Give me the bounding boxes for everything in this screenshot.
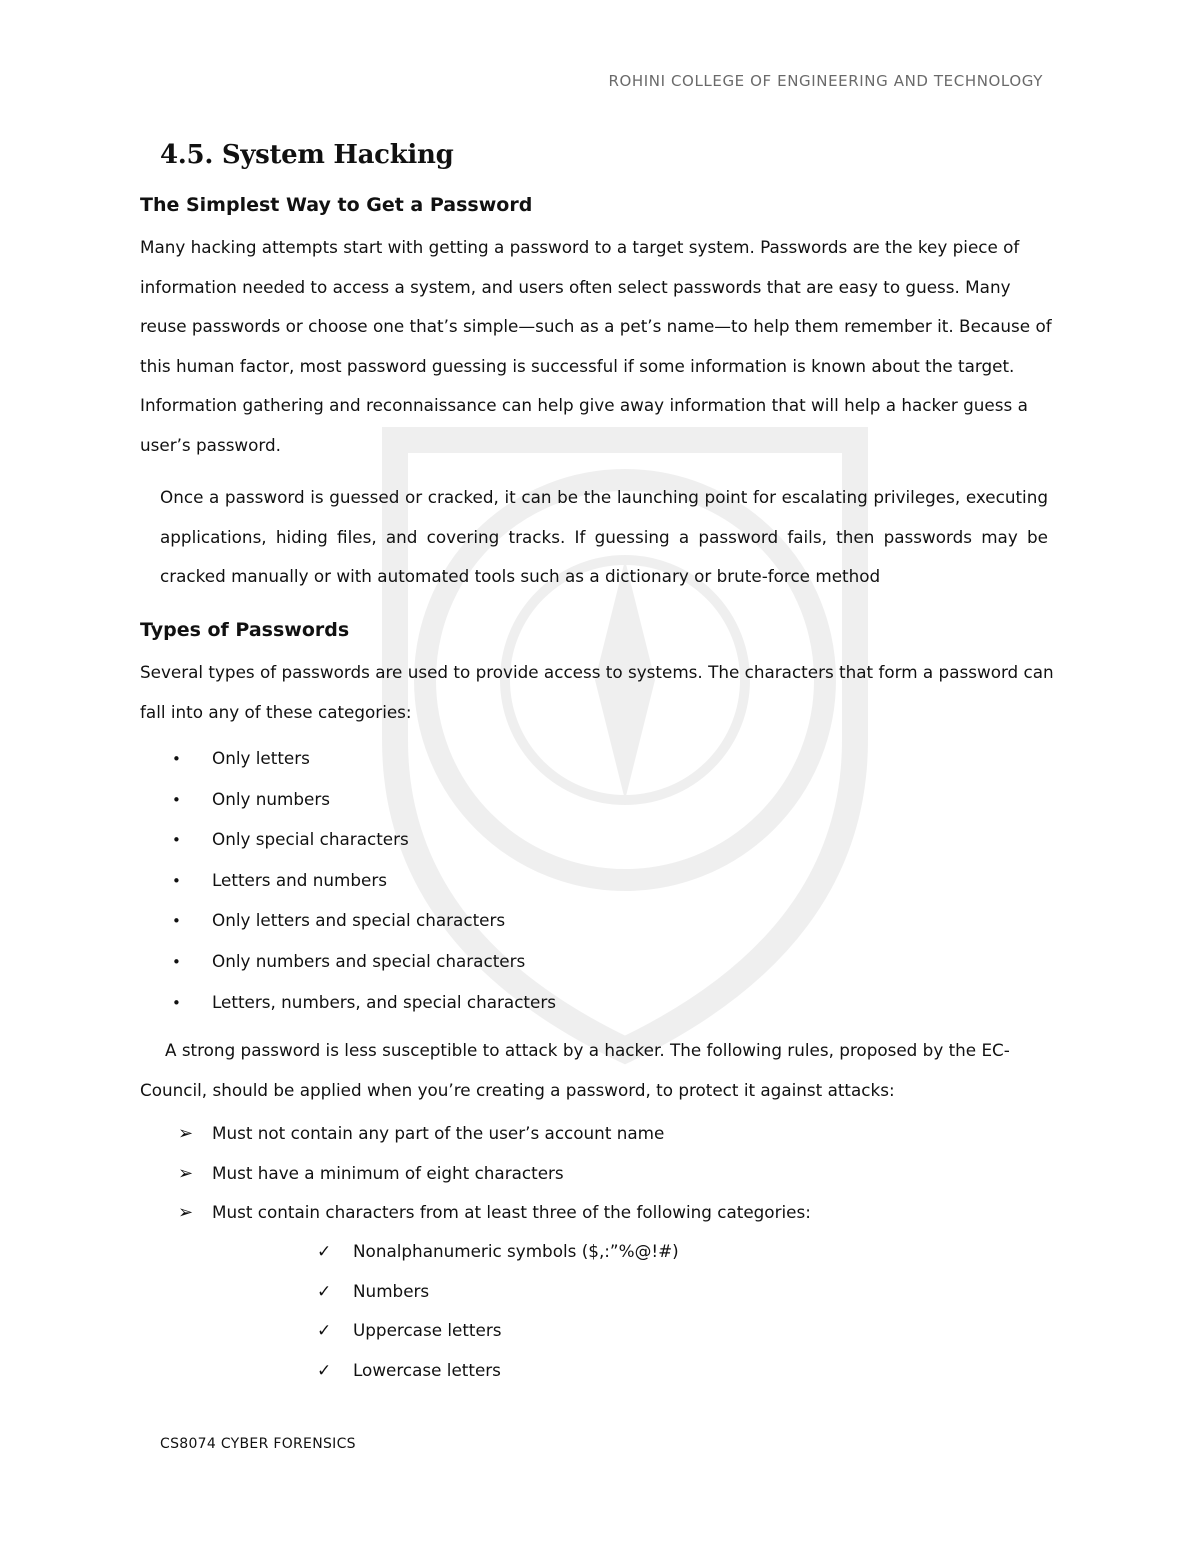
password-types-list	[172, 738, 556, 1022]
list-item-text: Must contain characters from at least three of the following categories:	[212, 1202, 811, 1222]
checkmark-icon: ✓	[317, 1361, 332, 1382]
list-item	[317, 1232, 679, 1272]
list-item	[172, 900, 556, 941]
bullet-icon: •	[172, 993, 181, 1012]
paragraph-password-cracked: Once a password is guessed or cracked, it can be the launching point for escalating privileges, executing applications, hiding files, and covering tracks. If guessing a password fails, then passwords may be cracked manually or with automated tools such as a dictionary or brute-force method	[160, 487, 1048, 587]
list-item	[317, 1272, 679, 1312]
checkmark-icon: ✓	[317, 1321, 332, 1342]
list-item-text: Letters and numbers	[212, 869, 387, 890]
bullet-icon: •	[172, 912, 181, 931]
list-item	[172, 860, 556, 901]
arrow-bullet-icon: ➢	[178, 1202, 194, 1223]
bullet-icon: •	[172, 790, 181, 809]
list-item	[172, 779, 556, 820]
password-rules-list	[178, 1114, 811, 1233]
list-item-text: Only letters and special characters	[212, 910, 506, 931]
list-item-text: Lowercase letters	[353, 1360, 501, 1381]
list-item	[172, 941, 556, 982]
list-item	[172, 738, 556, 779]
list-item-text: Only numbers	[212, 788, 331, 809]
list-item-text: Nonalphanumeric symbols ($,:”%@!#)	[353, 1241, 679, 1261]
list-item	[178, 1114, 811, 1154]
college-name-header: ROHINI COLLEGE OF ENGINEERING AND TECHNOLOGY	[608, 72, 1043, 90]
list-item-text: Only letters	[212, 748, 310, 768]
list-item-text: Only numbers and special characters	[212, 950, 526, 971]
list-item-text: Must not contain any part of the user’s account name	[212, 1123, 665, 1143]
paragraph-strong-password: A strong password is less susceptible to attack by a hacker. The following rules, proposed by the EC-Council, should be applied when you’re creating a password, to protect it against attacks:	[140, 1040, 1010, 1100]
bullet-icon: •	[172, 871, 181, 890]
section-heading: 4.5. System Hacking	[160, 140, 454, 170]
list-item-text: Numbers	[353, 1280, 430, 1301]
list-item-text: Must have a minimum of eight characters	[212, 1162, 564, 1183]
checkmark-icon: ✓	[317, 1281, 332, 1302]
subheading-simplest-way: The Simplest Way to Get a Password	[140, 194, 533, 216]
list-item	[172, 982, 556, 1023]
bullet-icon: •	[172, 952, 181, 971]
list-item	[178, 1193, 811, 1233]
bullet-icon: •	[172, 750, 181, 768]
list-item-text: Only special characters	[212, 829, 409, 850]
paragraph-password-intro: Many hacking attempts start with getting a password to a target system. Passwords are the key piece of information needed to access a system, and users often select passwords that are easy to guess. Many reuse passwords or choose one that’s simple—such as a pet’s name—to help them remember it. Because of this human factor, most password guessing is successful if some information is known about the target. Information gathering and reconnaissance can help give away information that will help a hacker guess a user’s password.	[140, 237, 1052, 455]
list-item	[317, 1311, 679, 1351]
character-categories-list	[317, 1232, 679, 1391]
subheading-types-of-passwords: Types of Passwords	[140, 619, 350, 641]
checkmark-icon: ✓	[317, 1242, 332, 1262]
list-item	[172, 819, 556, 860]
list-item-text: Letters, numbers, and special characters	[212, 991, 556, 1012]
arrow-bullet-icon: ➢	[178, 1162, 194, 1184]
paragraph-types-intro: Several types of passwords are used to provide access to systems. The characters that form a password can fall into any of these categories:	[140, 662, 1054, 722]
arrow-bullet-icon: ➢	[178, 1123, 194, 1144]
bullet-icon: •	[172, 831, 181, 850]
list-item-text: Uppercase letters	[353, 1320, 502, 1341]
list-item	[317, 1351, 679, 1391]
list-item	[178, 1154, 811, 1194]
course-footer: CS8074 CYBER FORENSICS	[160, 1436, 356, 1452]
